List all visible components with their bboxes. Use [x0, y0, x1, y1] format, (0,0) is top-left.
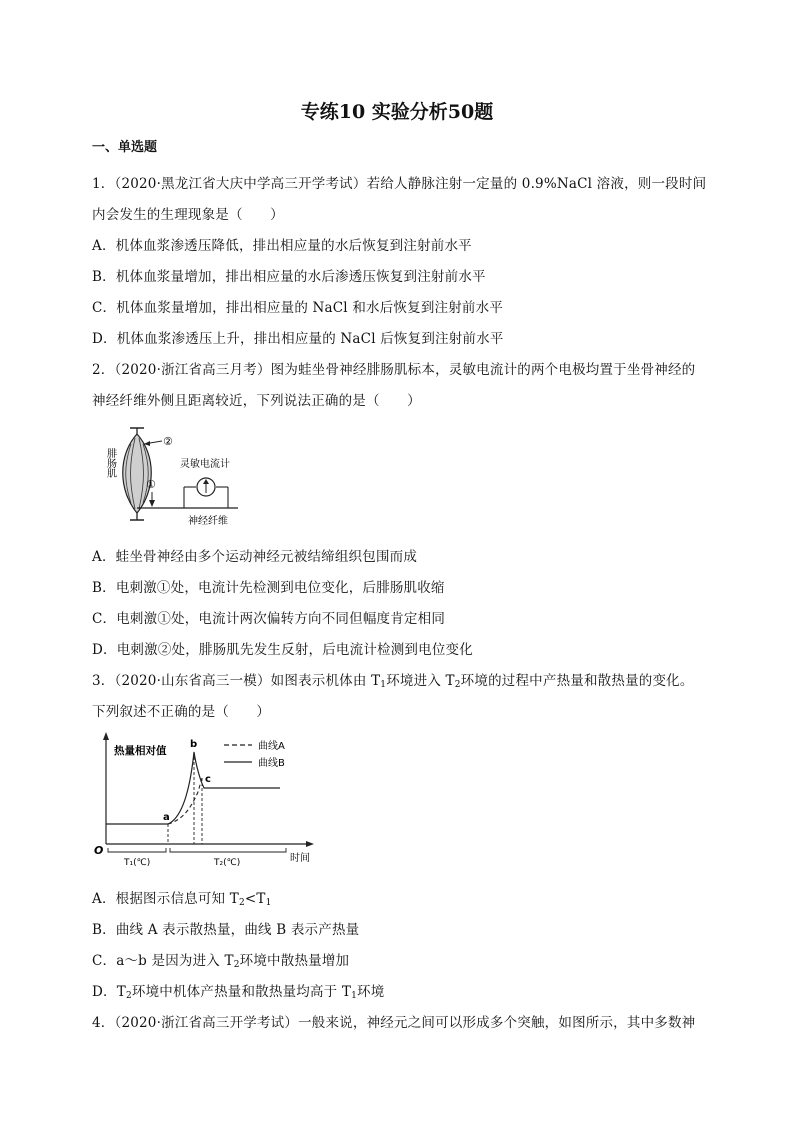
q3-option-a: A．根据图示信息可知 $T_2<T_1$	[92, 891, 272, 908]
q3-stem-line1: 3．（2020·山东省高三一模）如图表示机体由 $T_1$环境进入 $T_2$环境的过程中产热量和散热量的变化。	[92, 673, 694, 690]
point-2-label: ②	[163, 435, 173, 448]
q2-stem-line2: 神经纤维外侧且距离较近，下列说法正确的是（ ）	[92, 393, 421, 409]
q3-stem-line2: 下列叙述不正确的是（ ）	[92, 704, 271, 720]
legend-b-label: 曲线B	[258, 758, 285, 769]
q2-option-a: A．蛙坐骨神经由多个运动神经元被结缔组织包围而成	[92, 549, 418, 565]
meter-label: 灵敏电流计	[180, 459, 230, 470]
q3-option-b: B．曲线 A 表示散热量，曲线 B 表示产热量	[92, 922, 360, 938]
q1-stem-line2: 内会发生的生理现象是（ ）	[92, 207, 284, 223]
x-axis-label: 时间	[290, 853, 310, 864]
q2-stem-line1: 2．（2020·浙江省高三月考）图为蛙坐骨神经腓肠肌标本，灵敏电流计的两个电极均置于坐骨神经的	[92, 362, 696, 378]
q2-option-c: C．电刺激①处，电流计两次偏转方向不同但幅度肯定相同	[92, 611, 446, 627]
point-1-label: ①	[146, 478, 156, 491]
q1-option-d: D．机体血浆渗透压上升，排出相应量的 NaCl 后恢复到注射前水平	[92, 331, 504, 347]
origin-label: O	[94, 844, 104, 857]
t2-label: T₂(℃)	[214, 858, 241, 868]
nerve-label: 神经纤维	[188, 516, 228, 527]
point-b-label: b	[190, 739, 198, 750]
q2-option-b: B．电刺激①处，电流计先检测到电位变化，后腓肠肌收缩	[92, 580, 445, 596]
legend-a-label: 曲线A	[258, 741, 285, 752]
y-axis-label: 热量相对值	[114, 745, 167, 757]
muscle-label: 腓肠肌	[104, 448, 116, 478]
q2-option-d: D．电刺激②处，腓肠肌先发生反射，后电流计检测到电位变化	[92, 642, 473, 658]
muscle-shape	[123, 434, 152, 513]
q1-option-b: B．机体血浆量增加，排出相应量的水后渗透压恢复到注射前水平	[92, 269, 486, 285]
q3-option-d: D．$T_2$环境中机体产热量和散热量均高于 $T_1$环境	[92, 984, 385, 1001]
q1-option-c: C．机体血浆量增加，排出相应量的 NaCl 和水后恢复到注射前水平	[92, 300, 504, 316]
t1-label: T₁(℃)	[124, 858, 151, 868]
section-heading: 一、单选题	[92, 140, 158, 155]
page-title: 专练10 实验分析50题	[300, 101, 494, 123]
nerve-muscle-figure	[100, 420, 260, 530]
q1-option-a: A．机体血浆渗透压降低，排出相应量的水后恢复到注射前水平	[92, 238, 472, 254]
heat-chart	[90, 730, 330, 870]
point-a-label: a	[163, 812, 170, 823]
q4-stem-line1: 4．（2020·浙江省高三开学考试）一般来说，神经元之间可以形成多个突触，如图所示，其中多数神	[92, 1015, 696, 1031]
point-c-label: c	[205, 774, 211, 785]
q3-option-c: C．a～b 是因为进入 $T_2$环境中散热量增加	[92, 953, 350, 970]
q1-stem-line1: 1．（2020·黑龙江省大庆中学高三开学考试）若给人静脉注射一定量的 0.9%NaCl 溶液，则一段时间	[92, 176, 707, 192]
